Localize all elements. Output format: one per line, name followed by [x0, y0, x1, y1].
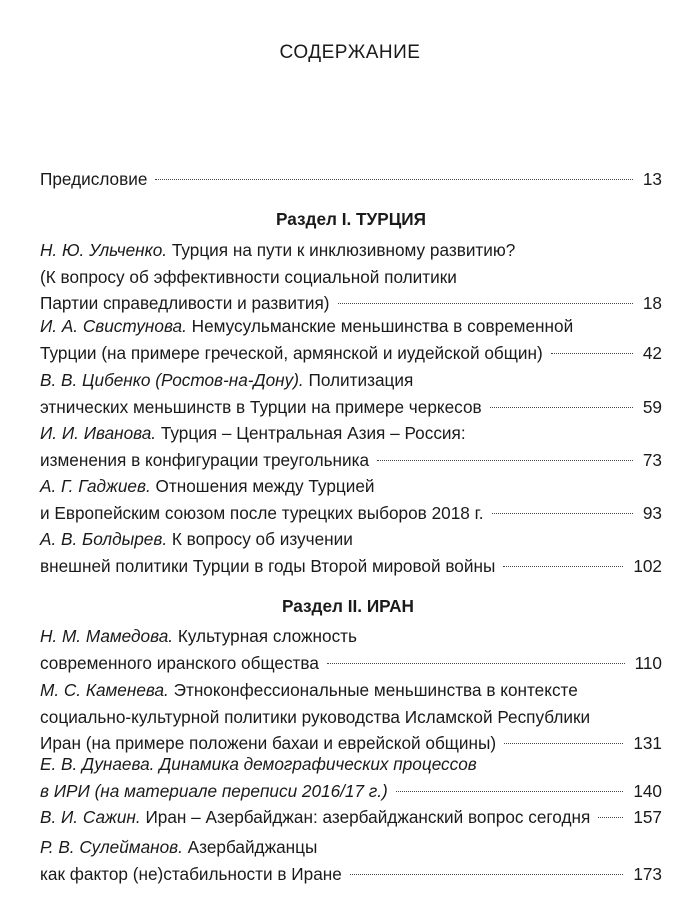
toc-entry[interactable]: [40, 834, 662, 887]
entry-title: Турция – Центральная Азия – Россия:: [160, 423, 466, 443]
entry-line: [40, 313, 662, 340]
entry-title-line: и Европейским союзом после турецких выборов 2018 г.: [40, 502, 484, 523]
entry-line: [40, 834, 662, 861]
leader-dots: [504, 743, 623, 744]
entry-title: Политизация: [308, 370, 414, 390]
toc-entry[interactable]: [40, 367, 662, 420]
leader-dots: [551, 353, 633, 354]
toc-entry[interactable]: [40, 677, 662, 757]
entry-author: Н. М. Мамедова.: [40, 626, 174, 646]
entry-title: Этноконфессиональные меньшинства в контексте: [173, 680, 578, 700]
leader-dots: [327, 663, 625, 664]
page-number: 42: [642, 342, 662, 363]
entry-author: Е. В. Дунаева.: [40, 754, 155, 774]
leader-dots: [377, 460, 633, 461]
leader-dots: [490, 407, 633, 408]
leader-dots: [492, 513, 633, 514]
toc-entry[interactable]: [40, 804, 662, 831]
leader-dots: [396, 791, 624, 792]
entry-title-line: Турции (на примере греческой, армянской и иудейской общин): [40, 342, 543, 363]
entry-title-line: изменения в конфигурации треугольника: [40, 449, 370, 470]
entry-author: И. А. Свистунова.: [40, 316, 187, 336]
entry-line: [40, 367, 662, 394]
entry-line: [40, 473, 662, 500]
page-number: 13: [642, 169, 662, 189]
entry-title: Немусульманские меньшинства в современной: [191, 316, 574, 336]
toc-entry[interactable]: [40, 526, 662, 579]
page-number: 93: [642, 502, 662, 523]
toc-entry[interactable]: [40, 420, 662, 473]
entry-line: [40, 237, 662, 264]
entry-title-line: этнических меньшинств в Турции на примере черкесов: [40, 396, 482, 417]
entry-title: Азербайджанцы: [187, 837, 318, 857]
entry-title-line: в ИРИ (на материале переписи 2016/17 г.): [40, 780, 388, 801]
entry-author: А. Г. Гаджиев.: [40, 476, 151, 496]
entry-author: В. И. Сажин.: [40, 807, 141, 827]
toc-entry[interactable]: [40, 237, 662, 317]
page-number: 110: [634, 652, 662, 673]
entry-title-line: Иран (на примере положени бахаи и еврейской общины): [40, 733, 497, 753]
page-number: 140: [633, 780, 662, 801]
toc-entry-preface[interactable]: [40, 166, 662, 193]
entry-title-line: Партии справедливости и развития): [40, 293, 330, 313]
entry-title: Турция на пути к инклюзивному развитию?: [171, 240, 516, 260]
section-heading-iran: Раздел II. ИРАН: [282, 596, 414, 616]
entry-title-line: как фактор (не)стабильности в Иране: [40, 863, 342, 884]
entry-title: К вопросу об изучении: [171, 529, 353, 549]
entry-title-line: социально-культурной политики руководства Исламской Республики: [40, 706, 591, 727]
leader-dots: [155, 179, 632, 180]
entry-title-line: внешней политики Турции в годы Второй мировой войны: [40, 555, 496, 576]
entry-line: [40, 623, 662, 650]
entry-title: Динамика демографических процессов: [159, 754, 477, 774]
entry-author: А. В. Болдырев.: [40, 529, 168, 549]
entry-title-line: современного иранского общества: [40, 652, 319, 673]
entry-title: Отношения между Турцией: [155, 476, 375, 496]
section-heading-turkey: Раздел I. ТУРЦИЯ: [276, 209, 426, 229]
page-title: СОДЕРЖАНИЕ: [279, 42, 421, 63]
toc-entry[interactable]: [40, 313, 662, 366]
entry-author: М. С. Каменева.: [40, 680, 169, 700]
entry-author: Н. Ю. Ульченко.: [40, 240, 168, 260]
entry-title: Культурная сложность: [177, 626, 358, 646]
toc-entry[interactable]: [40, 473, 662, 526]
entry-author: В. В. Цибенко (Ростов-на-Дону).: [40, 370, 304, 390]
entry-title: Иран – Азербайджан: азербайджанский вопрос сегодня: [145, 807, 591, 827]
entry-title-line: (К вопросу об эффективности социальной политики: [40, 266, 457, 287]
toc-entry[interactable]: [40, 751, 662, 804]
toc-entry[interactable]: [40, 623, 662, 676]
page-number: 18: [642, 293, 662, 313]
entry-line: [40, 751, 662, 778]
entry-author: И. И. Иванова.: [40, 423, 157, 443]
page-number: 73: [642, 449, 662, 470]
entry-line: [40, 526, 662, 553]
page-number: 59: [642, 396, 662, 417]
leader-dots: [503, 566, 623, 567]
leader-dots: [350, 874, 623, 875]
page-number: 131: [633, 733, 662, 753]
entry-line: [40, 420, 662, 447]
leader-dots: [338, 303, 633, 304]
entry-line: [40, 677, 662, 704]
page-number: 157: [633, 807, 662, 827]
leader-dots: [598, 817, 623, 818]
entry-line: [40, 804, 590, 831]
page-number: 102: [633, 555, 662, 576]
entry-author: Р. В. Сулейманов.: [40, 837, 183, 857]
page-number: 173: [633, 863, 662, 884]
entry-title: Предисловие: [40, 169, 148, 189]
